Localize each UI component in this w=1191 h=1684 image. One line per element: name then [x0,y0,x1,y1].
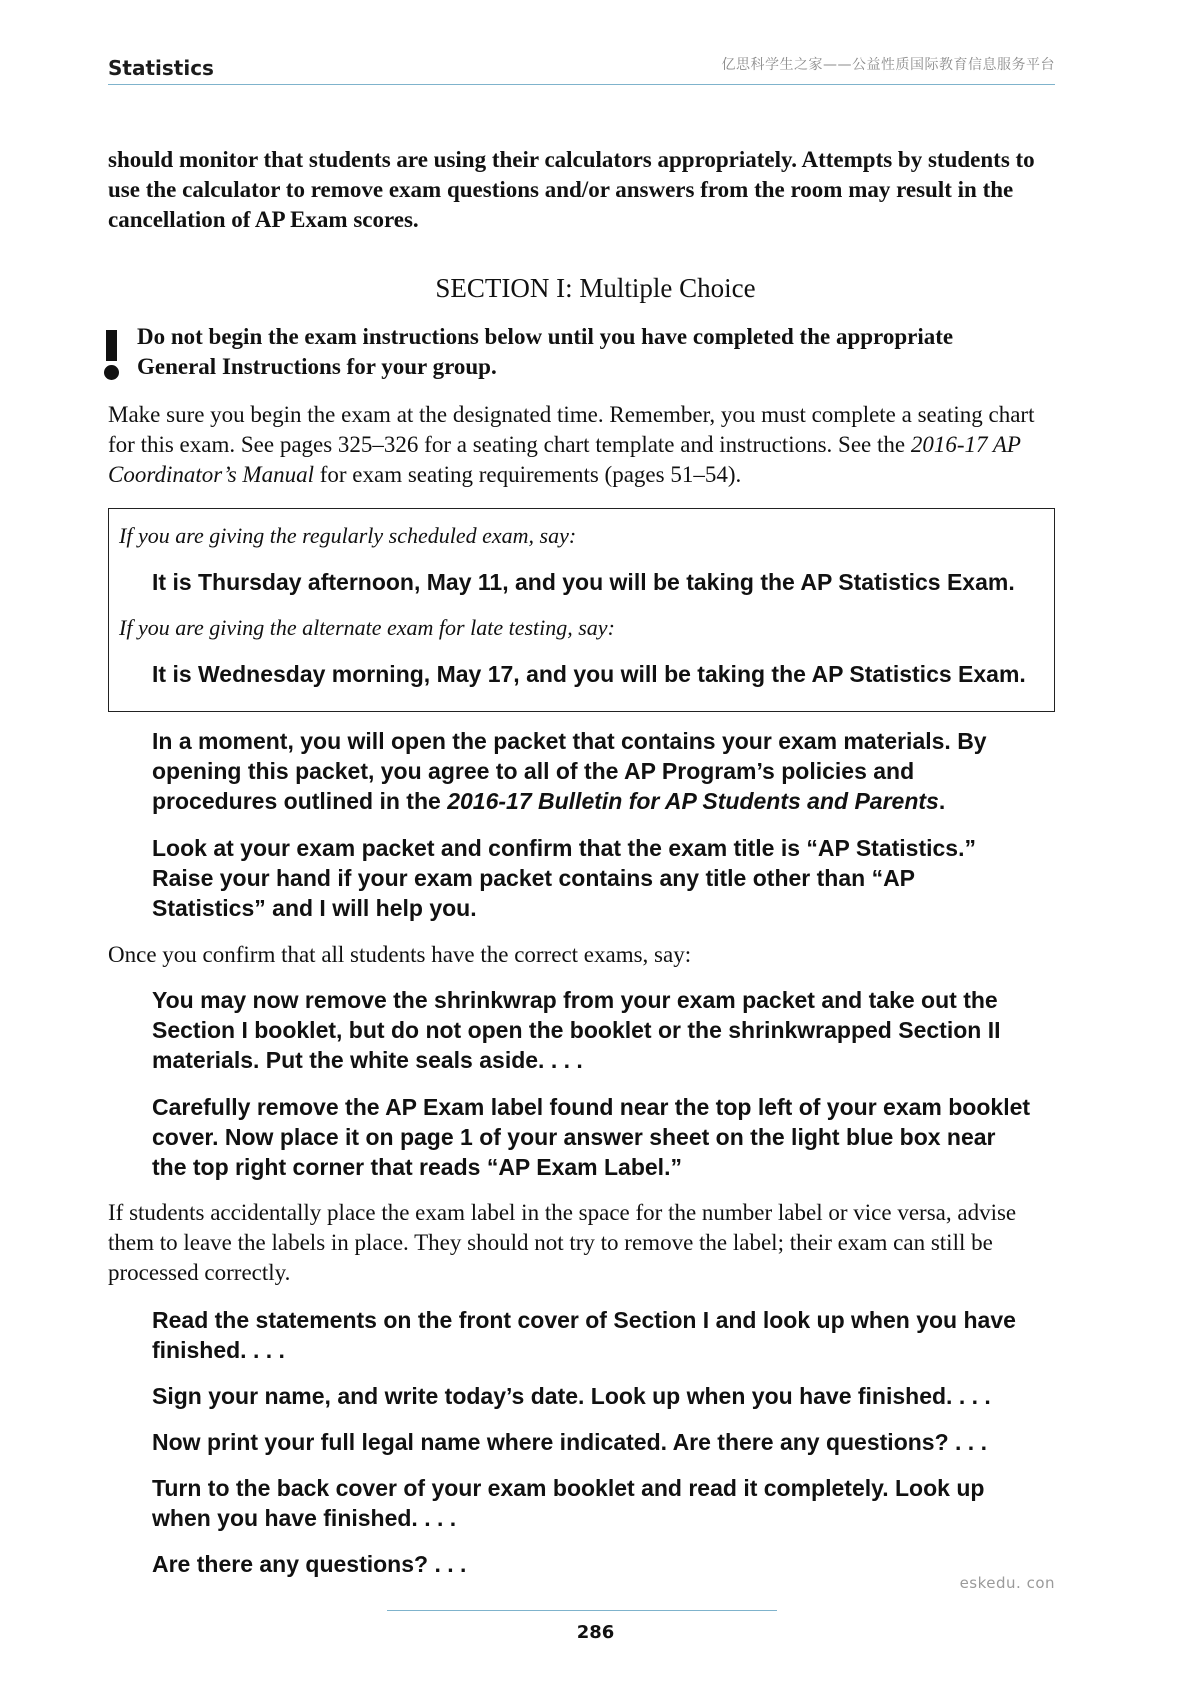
packet-text-before: In a moment, you will open the packet that contains your exam materials. By opening this packet, you agree to all of the AP Program’s policies and procedures outlined in the [152,728,987,814]
alternate-exam-label: If you are giving the alternate exam for late testing, say: [119,615,615,640]
sign-name-script: Sign your name, and write today’s date. Look up when you have finished. . . . [152,1383,991,1409]
section-title: SECTION I: Multiple Choice [435,273,756,303]
questions-script: Are there any questions? . . . [152,1551,467,1577]
seating-paragraph [108,400,1056,490]
once-confirm-instruction: Once you confirm that all students have the correct exams, say: [108,942,692,967]
packet-text-after: . [938,788,946,814]
exam-date-box [108,508,1055,712]
packet-script [152,726,1032,816]
print-name-script: Now print your full legal name where indicated. Are there any questions? . . . [152,1429,987,1455]
regular-exam-script: It is Thursday afternoon, May 11, and you will be taking the AP Statistics Exam. [152,569,1015,595]
page-number: 286 [576,1622,615,1643]
advise-paragraph: If students accidentally place the exam label in the space for the number label or vice versa, advise them to leave the labels in place. They should not try to remove the label; their exam can still be processed correctly. [108,1200,1017,1285]
confirm-title-script: Look at your exam packet and confirm that the exam title is “AP Statistics.” Raise your hand if your exam packet contains any title other than “AP Statistics” and I will help you. [152,835,976,921]
watermark-text: eskedu. con [959,1574,1055,1592]
exclamation-bar [106,330,117,361]
seating-text-before: Make sure you begin the exam at the designated time. Remember, you must complete a seating chart for this exam. See pages 325–326 for a seating chart template and instructions. See the [108,402,1035,457]
coordinator-manual-title: 2016-17 AP Coordinator’s Manual [108,432,1021,487]
header-section-name: Statistics [108,56,214,80]
warning-text: Do not begin the exam instructions below until you have completed the appropriate General Instructions for your group. [137,324,954,379]
seating-text-after: for exam seating requirements (pages 51–54). [313,462,742,487]
regular-exam-label: If you are giving the regularly scheduled exam, say: [119,523,577,548]
shrinkwrap-script: You may now remove the shrinkwrap from your exam packet and take out the Section I booklet, but do not open the booklet or the shrinkwrapped Section II materials. Put the white seals aside. . . . [152,987,1001,1073]
header-site-banner: 亿思科学生之家——公益性质国际教育信息服务平台 [721,57,1055,73]
read-statements-script: Read the statements on the front cover of Section I and look up when you have finished. . . . [152,1307,1016,1363]
bulletin-title: 2016-17 Bulletin for AP Students and Parents [447,788,939,814]
exam-label-script: Carefully remove the AP Exam label found near the top left of your exam booklet cover. Now place it on page 1 of your answer sheet on the light blue box near the top right corner that reads “AP Exam Label.” [152,1094,1031,1180]
page-header [108,50,1055,85]
alternate-exam-script: It is Wednesday morning, May 17, and you will be taking the AP Statistics Exam. [152,661,1026,687]
intro-paragraph: should monitor that students are using their calculators appropriately. Attempts by students to use the calculator to remove exam questions and/or answers from the room may result in the cancellation of AP Exam scores. [108,147,1035,232]
exclamation-dot [104,365,119,380]
back-cover-script: Turn to the back cover of your exam booklet and read it completely. Look up when you have finished. . . . [152,1475,985,1531]
exclamation-icon [104,330,120,380]
footer-divider [387,1610,777,1611]
